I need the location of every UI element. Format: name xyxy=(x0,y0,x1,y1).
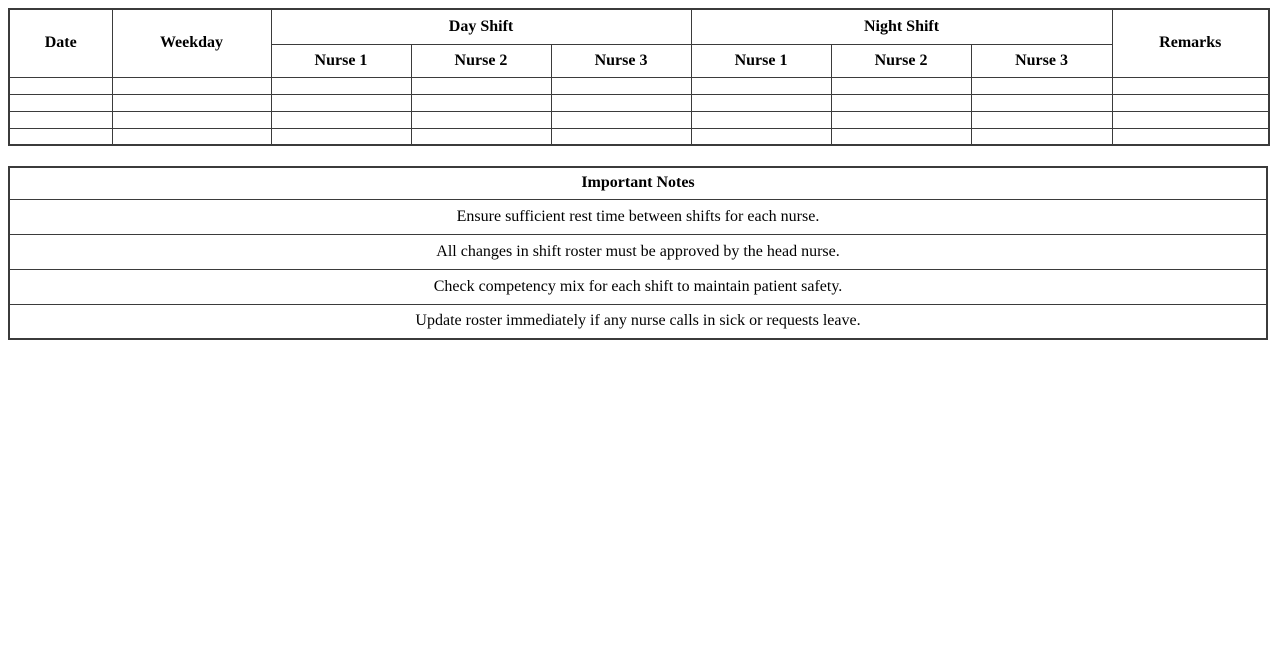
roster-cell xyxy=(1112,111,1269,128)
roster-cell xyxy=(691,128,831,145)
column-header-weekday: Weekday xyxy=(112,9,271,77)
roster-cell xyxy=(831,111,971,128)
roster-empty-row xyxy=(9,94,1269,111)
roster-cell xyxy=(112,77,271,94)
roster-cell xyxy=(971,111,1112,128)
column-header-night-nurse-1: Nurse 1 xyxy=(691,44,831,77)
roster-cell xyxy=(691,111,831,128)
roster-header-row-1 xyxy=(9,9,1269,44)
roster-cell xyxy=(971,94,1112,111)
column-header-date: Date xyxy=(9,9,112,77)
roster-cell xyxy=(1112,94,1269,111)
roster-cell xyxy=(9,111,112,128)
roster-cell xyxy=(9,128,112,145)
roster-cell xyxy=(411,111,551,128)
roster-cell xyxy=(112,94,271,111)
roster-empty-row xyxy=(9,111,1269,128)
roster-cell xyxy=(411,77,551,94)
note-row xyxy=(9,269,1267,304)
note-row xyxy=(9,304,1267,339)
roster-cell xyxy=(831,94,971,111)
roster-cell xyxy=(831,128,971,145)
nurse-roster-table xyxy=(8,8,1270,146)
roster-empty-row xyxy=(9,128,1269,145)
roster-cell xyxy=(271,94,411,111)
note-row xyxy=(9,199,1267,234)
note-text: Check competency mix for each shift to maintain patient safety. xyxy=(9,269,1267,304)
notes-title-row xyxy=(9,167,1267,199)
column-header-day-nurse-1: Nurse 1 xyxy=(271,44,411,77)
column-header-night-nurse-2: Nurse 2 xyxy=(831,44,971,77)
roster-cell xyxy=(551,77,691,94)
note-row xyxy=(9,234,1267,269)
roster-cell xyxy=(831,77,971,94)
note-text: Update roster immediately if any nurse calls in sick or requests leave. xyxy=(9,304,1267,339)
roster-cell xyxy=(691,77,831,94)
roster-cell xyxy=(9,94,112,111)
note-text: All changes in shift roster must be approved by the head nurse. xyxy=(9,234,1267,269)
roster-cell xyxy=(551,128,691,145)
roster-cell xyxy=(112,128,271,145)
note-text: Ensure sufficient rest time between shifts for each nurse. xyxy=(9,199,1267,234)
roster-cell xyxy=(112,111,271,128)
roster-cell xyxy=(411,128,551,145)
roster-cell xyxy=(1112,128,1269,145)
column-header-day-nurse-2: Nurse 2 xyxy=(411,44,551,77)
roster-empty-row xyxy=(9,77,1269,94)
important-notes-table xyxy=(8,166,1268,340)
roster-cell xyxy=(9,77,112,94)
notes-title: Important Notes xyxy=(9,167,1267,199)
column-header-night-nurse-3: Nurse 3 xyxy=(971,44,1112,77)
column-group-day-shift: Day Shift xyxy=(271,9,691,44)
roster-cell xyxy=(411,94,551,111)
roster-cell xyxy=(1112,77,1269,94)
column-header-day-nurse-3: Nurse 3 xyxy=(551,44,691,77)
roster-cell xyxy=(271,77,411,94)
roster-cell xyxy=(271,128,411,145)
roster-cell xyxy=(551,111,691,128)
roster-cell xyxy=(971,77,1112,94)
column-header-remarks: Remarks xyxy=(1112,9,1269,77)
roster-cell xyxy=(691,94,831,111)
roster-cell xyxy=(271,111,411,128)
roster-cell xyxy=(551,94,691,111)
roster-cell xyxy=(971,128,1112,145)
column-group-night-shift: Night Shift xyxy=(691,9,1112,44)
